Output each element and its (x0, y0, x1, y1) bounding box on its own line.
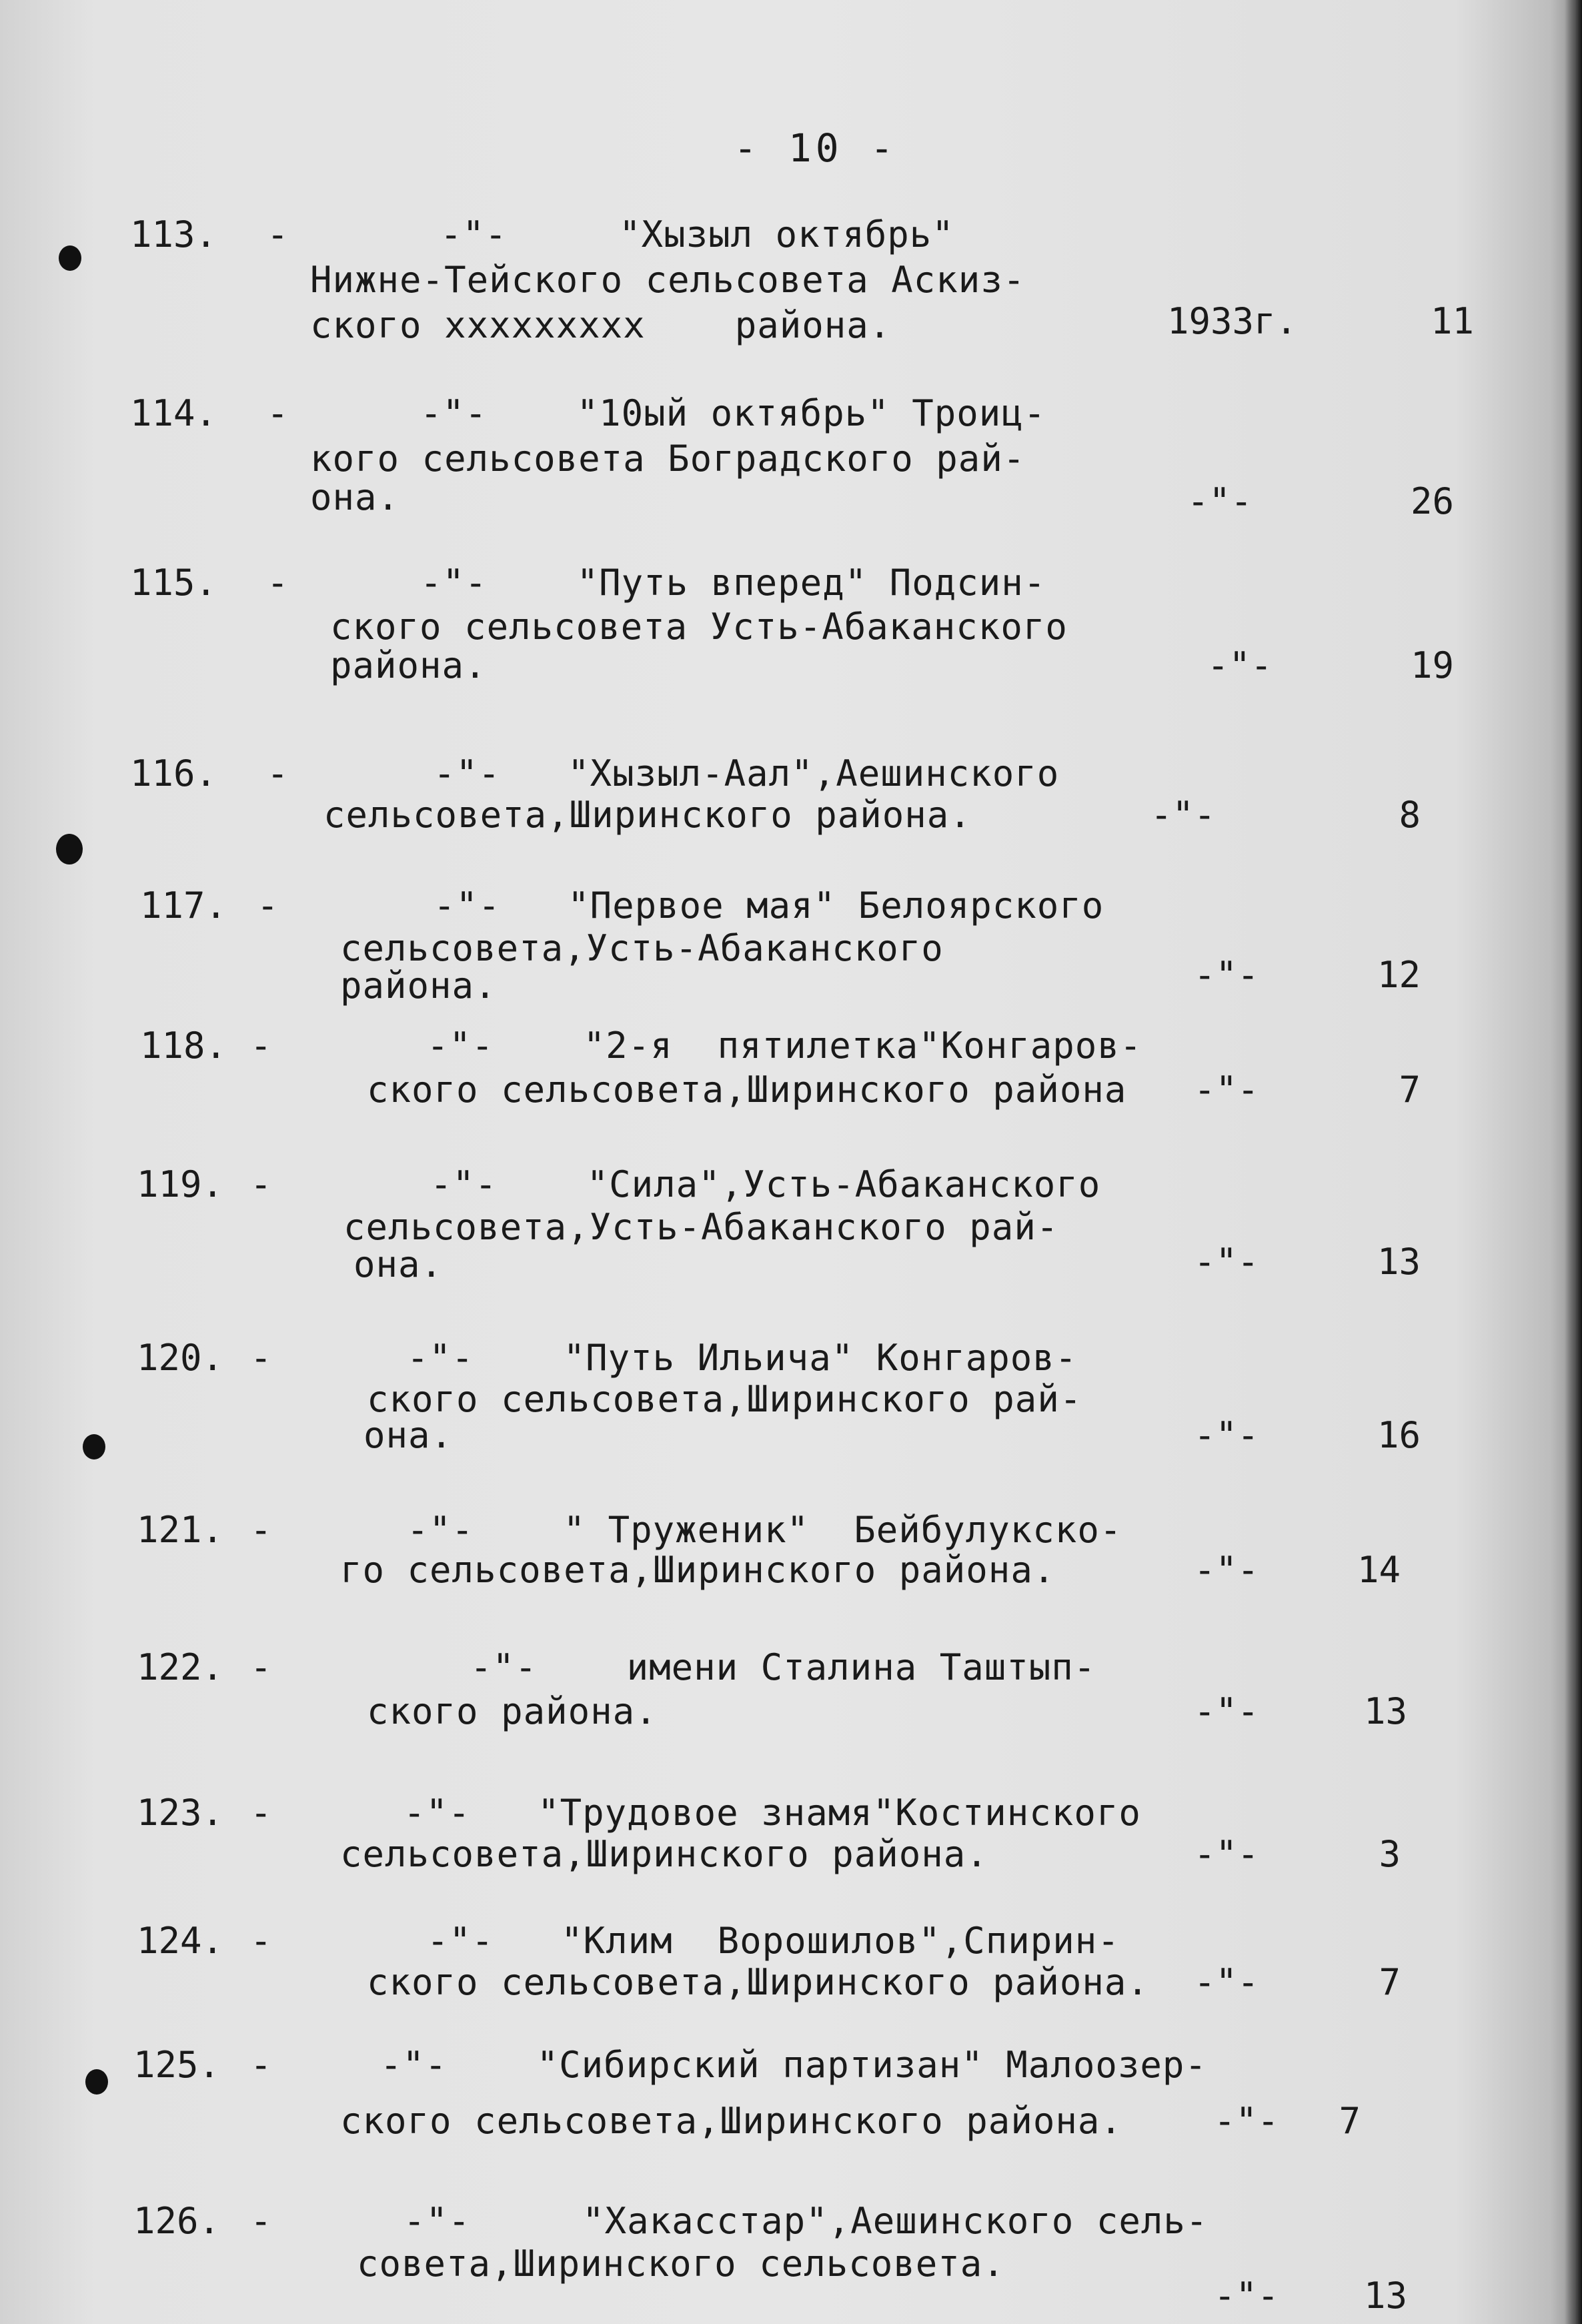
entry-count: 7 (1379, 1961, 1401, 2003)
entry-number: 113. (130, 213, 217, 255)
entry-count: 3 (1379, 1833, 1401, 1875)
entry-text-line: Нижне-Тейского сельсовета Аскиз- (310, 259, 1026, 301)
entry-text-line: -"- "Хызыл октябрь" (440, 213, 954, 255)
entry-year-ditto: -"- (1207, 644, 1273, 686)
entry-count: 26 (1410, 480, 1454, 522)
entry-count: 12 (1377, 954, 1421, 996)
entry-dash: - (267, 392, 289, 434)
entry-text-line: -"- "Клим Ворошилов",Спирин- (427, 1920, 1120, 1962)
entry-dash: - (250, 1025, 272, 1067)
entry-number: 122. (137, 1646, 224, 1688)
entry-dash: - (267, 562, 289, 604)
entry-count: 7 (1399, 1069, 1421, 1111)
entry-text-line: ского сельсовета,Ширинского района. (367, 1961, 1149, 2003)
entry-number: 119. (137, 1163, 224, 1205)
entry-text-line: сельсовета,Усть-Абаканского (340, 927, 944, 969)
entry-count: 11 (1430, 300, 1474, 342)
entry-year-ditto: -"- (1194, 1961, 1259, 2003)
entry-count: 14 (1357, 1549, 1401, 1591)
entry-text-line: она. (310, 476, 400, 518)
entry-text-line: она. (353, 1243, 444, 1285)
entry-dash: - (250, 1337, 272, 1379)
entry-year-ditto: -"- (1194, 1690, 1259, 1732)
entry-number: 126. (133, 2200, 221, 2242)
entry-count: 7 (1339, 2100, 1361, 2142)
entry-text-line: района. (330, 644, 487, 686)
punch-hole (59, 245, 81, 271)
entry-count: 16 (1377, 1414, 1421, 1456)
entry-text-line: сельсовета,Ширинского района. (323, 794, 972, 836)
page-number: - 10 - (734, 125, 898, 171)
entry-text-line: она. (363, 1414, 454, 1456)
entry-number: 114. (130, 392, 217, 434)
entry-year-ditto: -"- (1214, 2275, 1279, 2317)
entry-year-ditto: -"- (1194, 1241, 1259, 1283)
entry-number: 117. (140, 885, 227, 927)
entry-dash: - (250, 1509, 272, 1551)
entry-text-line: -"- "Сила",Усть-Абаканского (430, 1163, 1101, 1205)
entry-year-ditto: -"- (1214, 2100, 1279, 2142)
entry-number: 115. (130, 562, 217, 604)
entry-text-line: кого сельсовета Боградского рай- (310, 438, 1026, 480)
entry-dash: - (257, 885, 279, 927)
entry-text-line: ского района. (367, 1690, 658, 1732)
entry-year-ditto: -"- (1194, 1833, 1259, 1875)
entry-text-line: -"- "2-я пятилетка"Конгаров- (427, 1025, 1142, 1067)
punch-hole (56, 834, 83, 864)
entry-count: 13 (1377, 1241, 1421, 1283)
entry-text-line: ского сельсовета Усть-Абаканского (330, 606, 1068, 648)
entry-dash: - (250, 1163, 272, 1205)
entry-text-line: -"- "Путь Ильича" Конгаров- (407, 1337, 1078, 1379)
entry-number: 118. (140, 1025, 227, 1067)
entry-text-line: -"- "Хакасстар",Аешинского сель- (404, 2200, 1209, 2242)
entry-dash: - (250, 1646, 272, 1688)
entry-text-line: -"- "Первое мая" Белоярского (434, 885, 1104, 927)
punch-hole (83, 1434, 105, 1460)
entry-text-line: -"- " Труженик" Бейбулукско- (407, 1509, 1122, 1551)
entry-count: 19 (1410, 644, 1454, 686)
entry-number: 116. (130, 752, 217, 794)
entry-count: 13 (1363, 2275, 1407, 2317)
page-edge-shadow (1565, 0, 1582, 2324)
entry-dash: - (250, 2044, 272, 2086)
entry-year: 1933г. (1167, 300, 1298, 342)
entry-text-line: -"- "Хызыл-Аал",Аешинского (434, 752, 1060, 794)
entry-year-ditto: -"- (1194, 1549, 1259, 1591)
entry-text-line: сельсовета,Ширинского района. (340, 1833, 988, 1875)
entry-dash: - (250, 2200, 272, 2242)
entry-number: 124. (137, 1920, 224, 1962)
entry-number: 125. (133, 2044, 221, 2086)
entry-text-line: -"- "Трудовое знамя"Костинского (404, 1792, 1141, 1834)
entry-text-line: совета,Ширинского сельсовета. (357, 2243, 1005, 2285)
entry-year-ditto: -"- (1150, 794, 1216, 836)
entry-text-line: ского сельсовета,Ширинского района. (340, 2100, 1122, 2142)
entry-text-line: -"- "10ый октябрь" Троиц- (420, 392, 1046, 434)
entry-text-line: ского сельсовета,Ширинского рай- (367, 1378, 1082, 1420)
entry-dash: - (250, 1920, 272, 1962)
entry-count: 13 (1363, 1690, 1407, 1732)
entry-text-line: района. (340, 965, 497, 1007)
punch-hole (85, 2069, 108, 2095)
entry-text-line: -"- "Сибирский партизан" Малоозер- (380, 2044, 1207, 2086)
entry-year-ditto: -"- (1194, 1414, 1259, 1456)
entry-text-line: -"- имени Сталина Таштып- (470, 1646, 1096, 1688)
entry-dash: - (267, 213, 289, 255)
entry-text-line: ского xxxxxxxxx района. (310, 304, 892, 346)
entry-year-ditto: -"- (1187, 480, 1253, 522)
entry-year-ditto: -"- (1194, 954, 1259, 996)
entry-text-line: ского сельсовета,Ширинского района (367, 1069, 1127, 1111)
entry-dash: - (250, 1792, 272, 1834)
entry-count: 8 (1399, 794, 1421, 836)
entry-text-line: -"- "Путь вперед" Подсин- (420, 562, 1046, 604)
entry-number: 123. (137, 1792, 224, 1834)
entry-text-line: сельсовета,Усть-Абаканского рай- (343, 1206, 1059, 1248)
entry-year-ditto: -"- (1194, 1069, 1259, 1111)
entry-number: 120. (137, 1337, 224, 1379)
entry-dash: - (267, 752, 289, 794)
entry-text-line: го сельсовета,Ширинского района. (340, 1549, 1056, 1591)
entry-number: 121. (137, 1509, 224, 1551)
